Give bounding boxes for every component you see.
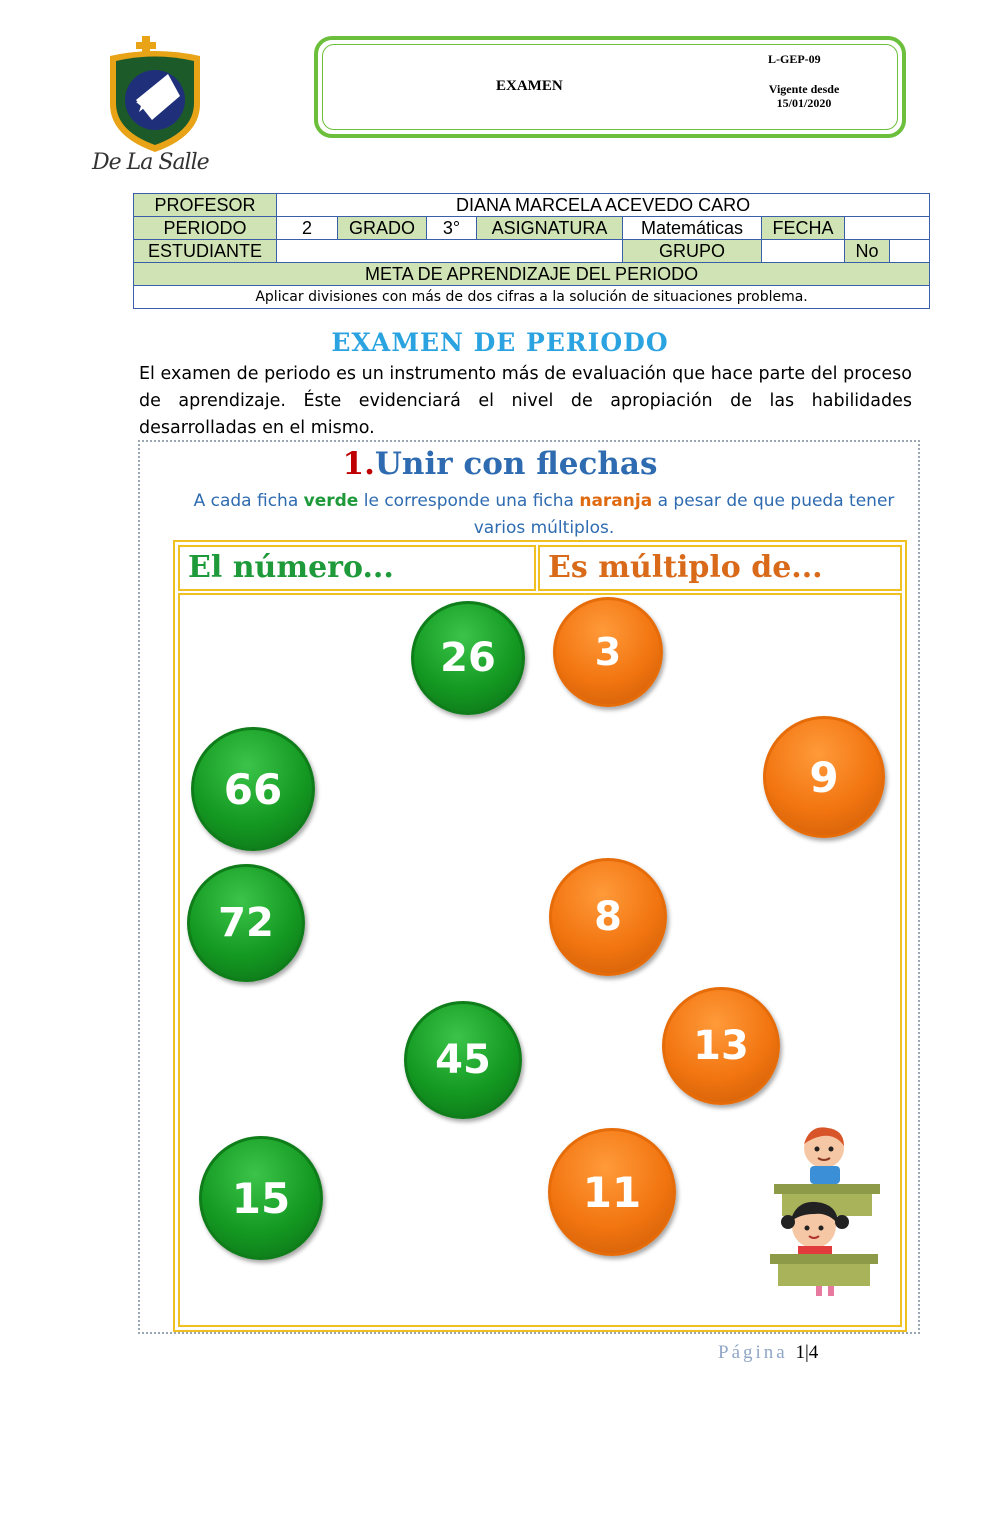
- column-header-multiple: Es múltiplo de...: [538, 545, 902, 591]
- grado-label: GRADO: [338, 217, 427, 240]
- instruction-part: le corresponde una ficha: [358, 491, 580, 511]
- grupo-field[interactable]: [762, 240, 845, 263]
- profesor-label: PROFESOR: [134, 194, 277, 217]
- school-crest-logo: [96, 34, 214, 154]
- page-current: 1: [795, 1342, 805, 1363]
- green-ball-45[interactable]: 45: [404, 1001, 522, 1119]
- activity-instruction: [176, 488, 912, 542]
- valid-label: Vigente desde: [768, 82, 840, 96]
- meta-label: META DE APRENDIZAJE DEL PERIODO: [134, 263, 930, 286]
- activity-title: [0, 446, 1000, 482]
- green-ball-72[interactable]: 72: [187, 864, 305, 982]
- asignatura-value: Matemáticas: [623, 217, 762, 240]
- exam-info-table: [133, 193, 930, 309]
- periodo-label: PERIODO: [134, 217, 277, 240]
- valid-date: 15/01/2020: [776, 96, 832, 110]
- document-code: L-GEP-09: [768, 52, 821, 66]
- instruction-green-word: verde: [303, 491, 359, 511]
- green-ball-66[interactable]: 66: [191, 727, 315, 851]
- instruction-part: a pesar de que pueda tener varios múltiplos.: [473, 491, 895, 538]
- document-title: EXAMEN: [496, 78, 563, 94]
- exam-title: EXAMEN DE PERIODO: [331, 328, 669, 357]
- green-ball-15[interactable]: 15: [199, 1136, 323, 1260]
- orange-ball-8[interactable]: 8: [549, 858, 667, 976]
- profesor-value: DIANA MARCELA ACEVEDO CARO: [277, 194, 930, 217]
- activity-number: 1.: [342, 446, 375, 482]
- instruction-part: A cada ficha: [193, 491, 304, 511]
- orange-ball-3[interactable]: 3: [553, 597, 663, 707]
- page-total: 4: [808, 1342, 819, 1363]
- document-header-box: [314, 36, 906, 138]
- activity-title-text: Unir con flechas: [374, 446, 658, 482]
- instruction-orange-word: naranja: [579, 491, 653, 511]
- fecha-label: FECHA: [762, 217, 845, 240]
- estudiante-label: ESTUDIANTE: [134, 240, 277, 263]
- page-separator: |: [804, 1342, 809, 1363]
- no-field[interactable]: [890, 240, 930, 263]
- orange-ball-11[interactable]: 11: [548, 1128, 676, 1256]
- intro-paragraph: El examen de periodo es un instrumento más de evaluación que hace parte del proceso de aprendizaje. Éste evidenciará el nivel de apropiación de las habilidades desarrolladas en el mismo.: [139, 364, 912, 438]
- students-at-desks-illustration: [762, 1122, 892, 1298]
- valid-since: [754, 82, 854, 110]
- grado-value: 3°: [427, 217, 477, 240]
- fecha-field[interactable]: [845, 217, 930, 240]
- grupo-label: GRUPO: [623, 240, 762, 263]
- asignatura-label: ASIGNATURA: [477, 217, 623, 240]
- orange-ball-9[interactable]: 9: [763, 716, 885, 838]
- meta-value: Aplicar divisiones con más de dos cifras a la solución de situaciones problema.: [134, 286, 930, 309]
- page-number: [718, 1342, 818, 1364]
- orange-ball-13[interactable]: 13: [662, 987, 780, 1105]
- signature: De La Salle: [92, 150, 209, 175]
- page-label: Página: [718, 1342, 788, 1363]
- column-header-number: El número...: [178, 545, 536, 591]
- green-ball-26[interactable]: 26: [411, 601, 525, 715]
- no-label: No: [845, 240, 890, 263]
- estudiante-field[interactable]: [277, 240, 623, 263]
- periodo-value: 2: [277, 217, 338, 240]
